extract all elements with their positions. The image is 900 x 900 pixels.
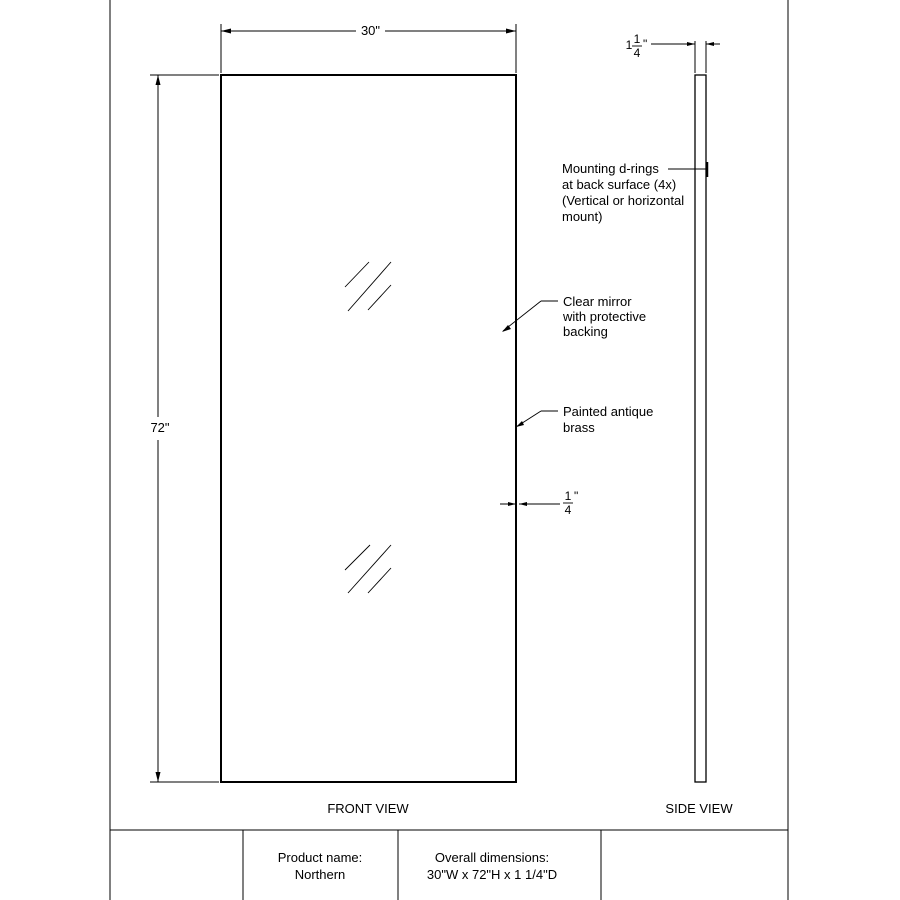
glass-reflection-lower — [345, 545, 391, 593]
overall-dimensions-label: Overall dimensions: — [434, 850, 550, 865]
sheet-border — [110, 0, 788, 900]
frame-thickness-denominator: 4 — [564, 503, 572, 517]
depth-numerator: 1 — [633, 32, 641, 46]
height-label: 72" — [150, 420, 170, 435]
front-view-label: FRONT VIEW — [327, 801, 409, 816]
depth-denominator: 4 — [633, 46, 641, 60]
callout-mirror — [502, 294, 646, 339]
mirror-frame-outline — [221, 75, 516, 782]
callout-mirror-line-2: with protective — [563, 309, 647, 324]
callout-drings-line-2: at back surface (4x) — [562, 177, 677, 192]
title-block — [278, 850, 557, 882]
depth-dimension — [626, 32, 720, 73]
front-view — [150, 23, 578, 816]
depth-whole: 1 — [625, 38, 633, 52]
callout-frame-line-2: brass — [563, 420, 595, 435]
callout-drings — [562, 161, 707, 224]
frame-thickness-numerator: 1 — [564, 489, 572, 503]
width-dimension — [221, 23, 516, 73]
side-profile-outline — [695, 75, 706, 782]
callout-drings-line-1: Mounting d-rings — [562, 161, 659, 176]
callout-drings-line-3: (Vertical or horizontal — [562, 193, 685, 208]
frame-thickness-unit: " — [574, 489, 579, 503]
depth-unit: " — [643, 37, 648, 51]
callout-drings-line-4: mount) — [562, 209, 603, 224]
callout-frame — [516, 404, 653, 435]
width-label: 30" — [360, 23, 381, 38]
side-view-label: SIDE VIEW — [665, 801, 733, 816]
callout-mirror-line-1: Clear mirror — [563, 294, 632, 309]
overall-dimensions-value: 30"W x 72"H x 1 1/4"D — [426, 867, 558, 882]
glass-reflection-upper — [345, 262, 391, 311]
frame-thickness-dimension — [500, 489, 578, 517]
callout-mirror-line-3: backing — [563, 324, 608, 339]
callout-frame-line-1: Painted antique — [563, 404, 654, 419]
height-dimension — [150, 75, 219, 782]
product-name-label: Product name: — [277, 850, 363, 865]
side-view — [626, 32, 734, 816]
product-name-value: Northern — [294, 867, 346, 882]
